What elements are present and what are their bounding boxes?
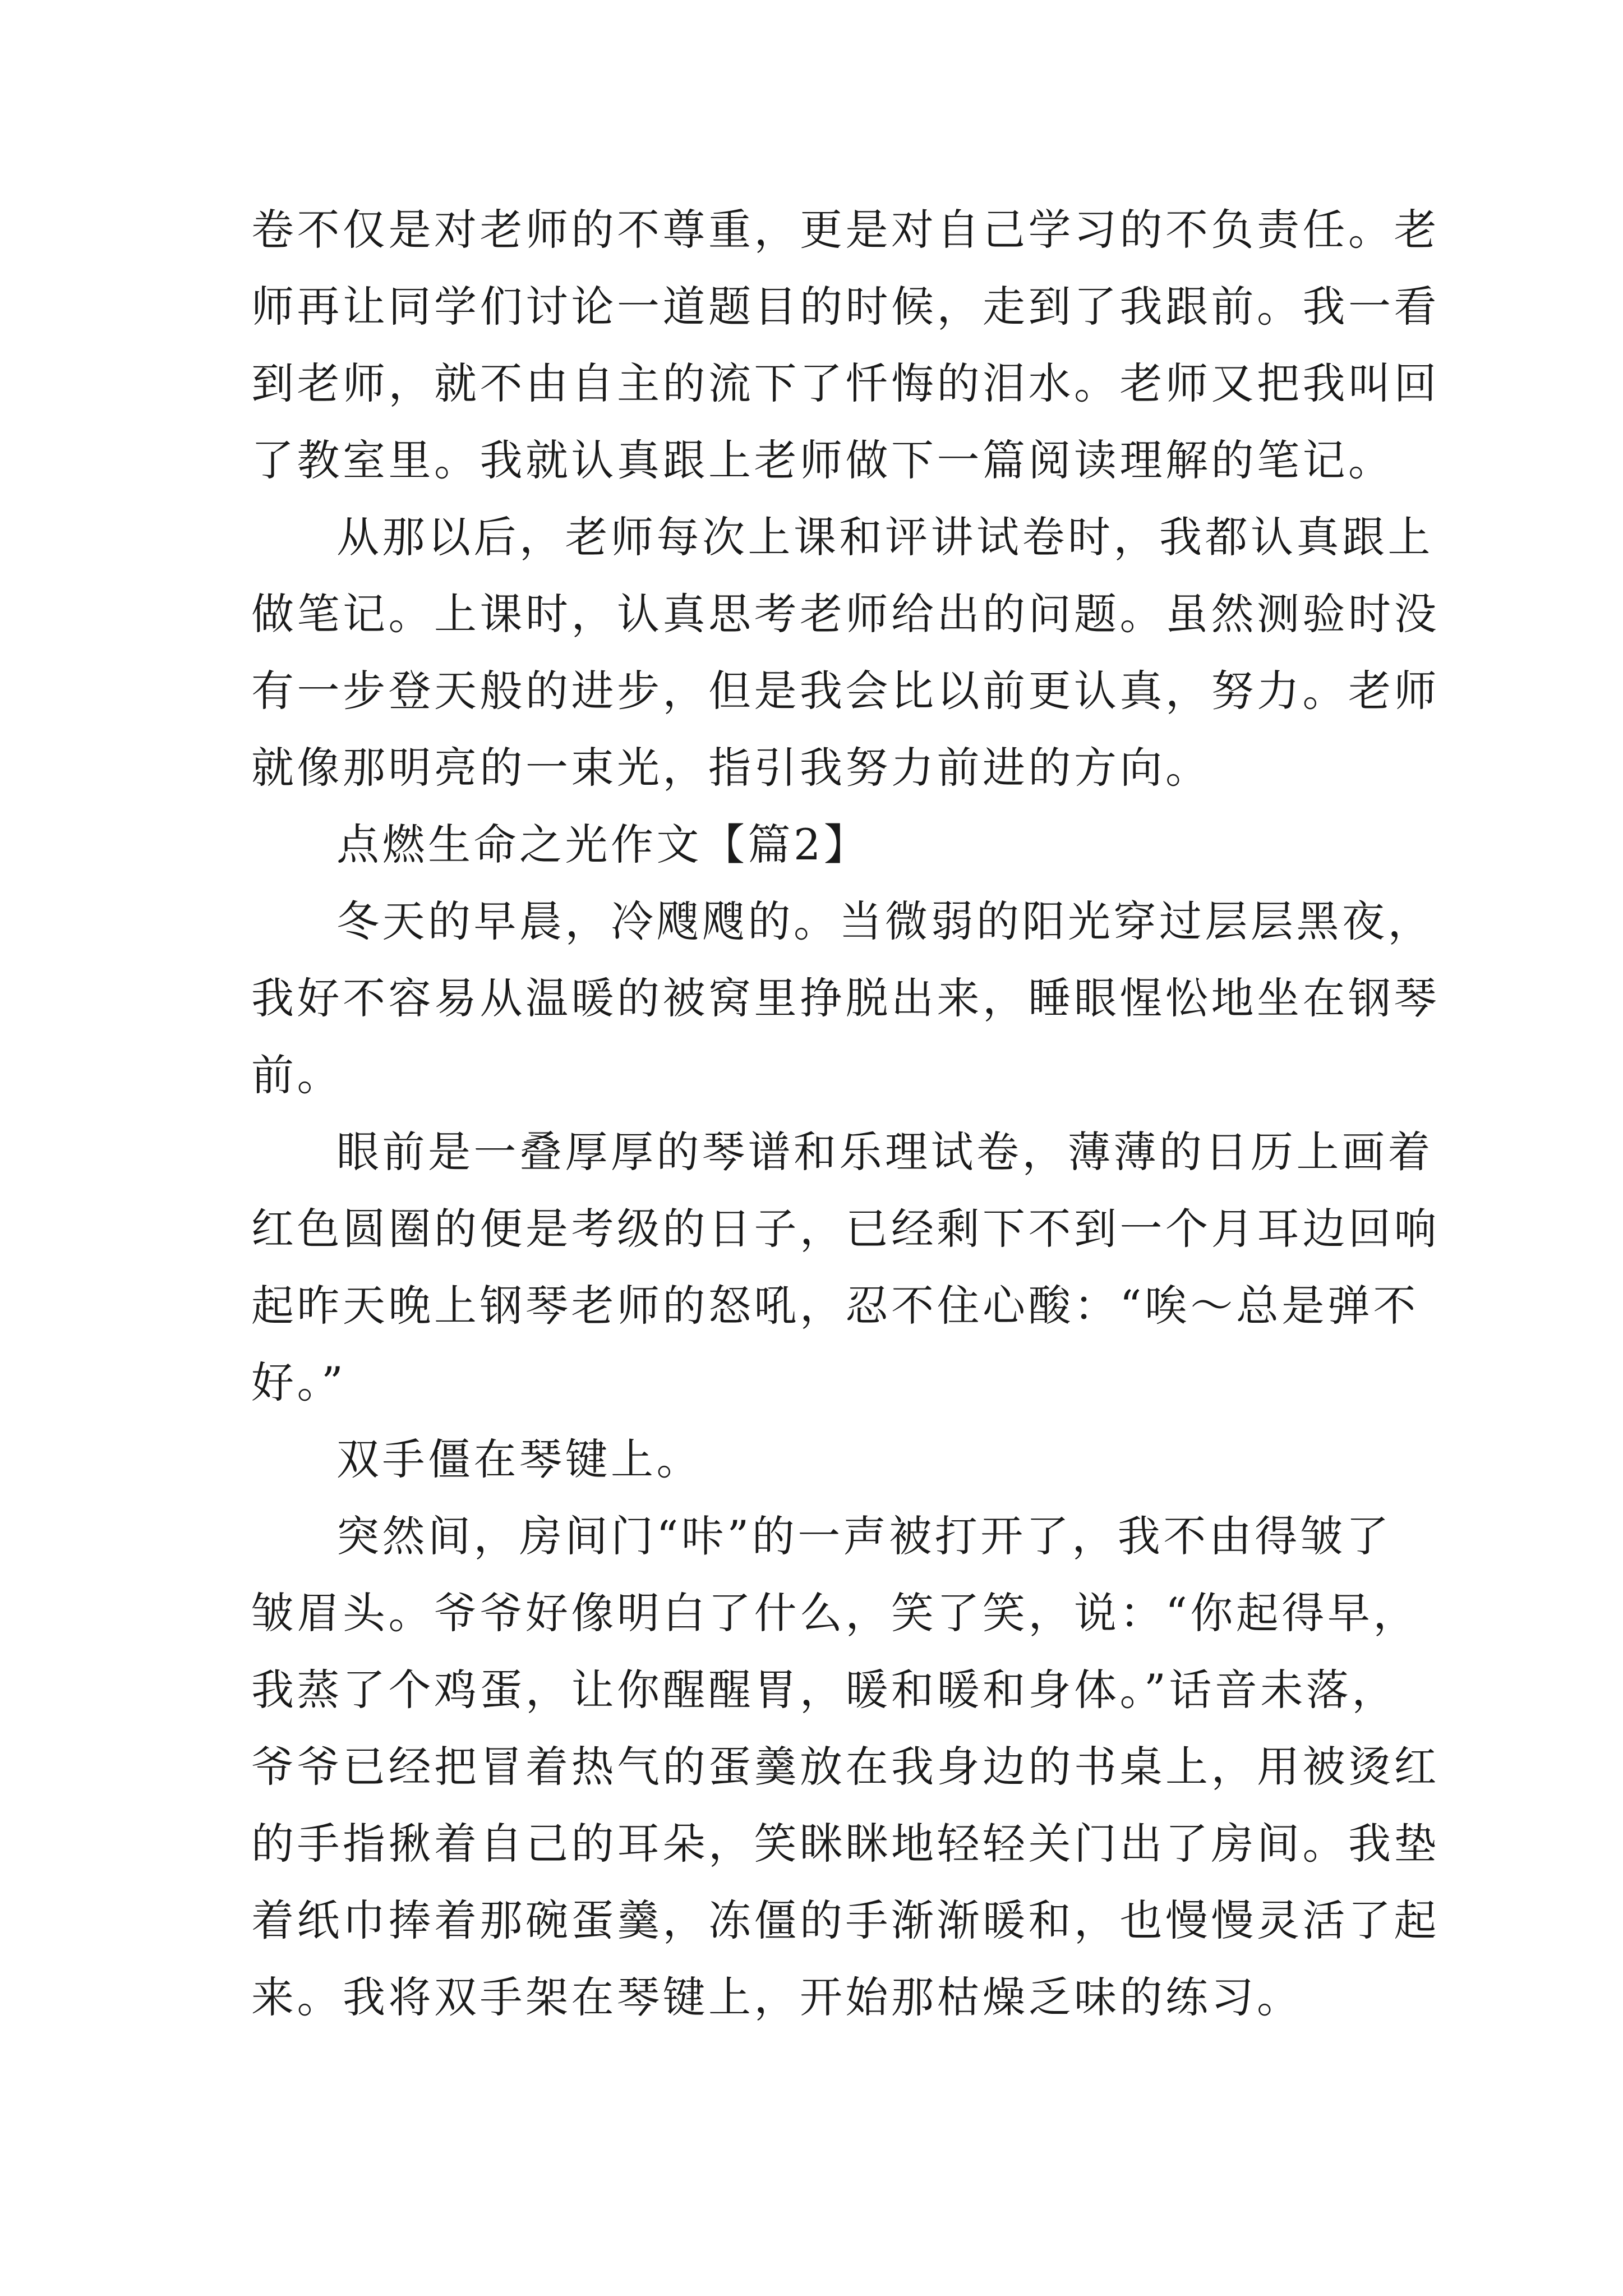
text-line: 我蒸了个鸡蛋，让你醒醒胃，暖和暖和身体。”话音未落， [251,1665,1398,1715]
text-line: 我好不容易从温暖的被窝里挣脱出来，睡眼惺忪地坐在钢琴 [251,973,1440,1023]
text-line: 从那以后，老师每次上课和评讲试卷时，我都认真跟上 [336,512,1433,562]
text-line: 皱眉头。爷爷好像明白了什么，笑了笑，说：“你起得早， [251,1588,1419,1638]
text-line: 突然间，房间门“咔”的一声被打开了，我不由得皱了 [336,1511,1392,1561]
text-line: 眼前是一叠厚厚的琴谱和乐理试卷，薄薄的日历上画着 [336,1127,1433,1177]
text-line: 到老师，就不由自主的流下了忏悔的泪水。老师又把我叫回 [251,358,1440,408]
section-heading: 点燃生命之光作文【篇2】 [336,820,870,869]
text-line: 爷爷已经把冒着热气的蛋羹放在我身边的书桌上，用被烫红 [251,1742,1440,1792]
text-line: 师再让同学们讨论一道题目的时候，走到了我跟前。我一看 [251,282,1440,332]
text-line: 的手指揪着自己的耳朵，笑眯眯地轻轻关门出了房间。我垫 [251,1819,1440,1869]
text-line: 卷不仅是对老师的不尊重，更是对自己学习的不负责任。老 [251,205,1440,255]
text-line: 起昨天晚上钢琴老师的怒吼，忍不住心酸：“唉～总是弹不 [251,1281,1419,1331]
text-line: 有一步登天般的进步，但是我会比以前更认真，努力。老师 [251,666,1440,716]
text-line: 就像那明亮的一束光，指引我努力前进的方向。 [251,743,1211,793]
text-line: 着纸巾捧着那碗蛋羹，冻僵的手渐渐暖和，也慢慢灵活了起 [251,1895,1440,1945]
text-line: 了教室里。我就认真跟上老师做下一篇阅读理解的笔记。 [251,435,1394,485]
text-line: 双手僵在琴键上。 [336,1434,702,1484]
text-line: 冬天的早晨，冷飕飕的。当微弱的阳光穿过层层黑夜， [336,896,1433,946]
text-line: 前。 [251,1050,343,1100]
text-line: 来。我将双手架在琴键上，开始那枯燥乏味的练习。 [251,1972,1303,2022]
text-line: 红色圆圈的便是考级的日子，已经剩下不到一个月耳边回响 [251,1204,1440,1254]
text-line: 好。” [251,1358,347,1407]
text-line: 做笔记。上课时，认真思考老师给出的问题。虽然测验时没 [251,589,1440,639]
